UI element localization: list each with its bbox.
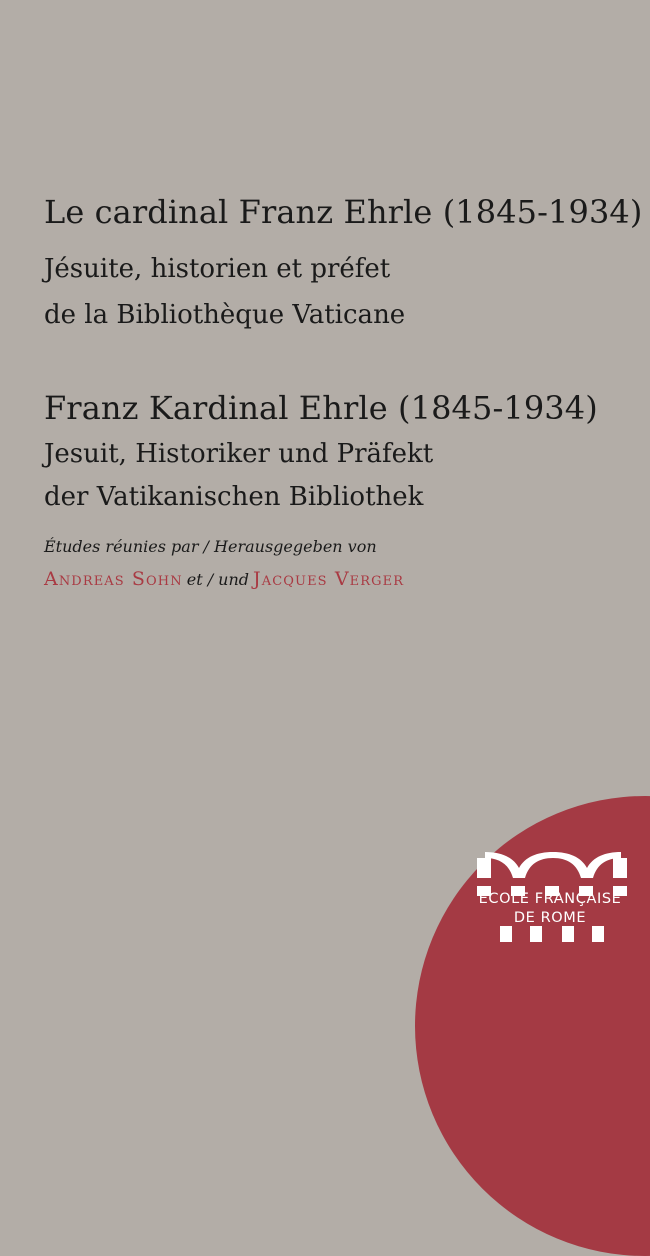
subtitle-german-line2: der Vatikanischen Bibliothek bbox=[44, 482, 424, 512]
subtitle-german-line1: Jesuit, Historiker und Präfekt bbox=[44, 439, 434, 469]
editor-connector: et / und bbox=[186, 570, 250, 589]
subtitle-french-line1: Jésuite, historien et préfet bbox=[44, 254, 391, 284]
title-french: Le cardinal Franz Ehrle (1845-1934) bbox=[44, 193, 643, 231]
editor-name: Jacques Verger bbox=[253, 568, 405, 590]
editors-line bbox=[44, 568, 404, 590]
publisher-name-line1: ÉCOLE FRANÇAISE bbox=[478, 891, 622, 907]
publisher-name-line2: DE ROME bbox=[513, 910, 587, 926]
title-german: Franz Kardinal Ehrle (1845-1934) bbox=[44, 389, 598, 427]
efr-pillars-icon bbox=[500, 926, 604, 942]
subtitle-french-line2: de la Bibliothèque Vaticane bbox=[44, 300, 406, 330]
efr-arches-icon bbox=[477, 848, 627, 896]
editor-name: Andreas Sohn bbox=[44, 568, 183, 590]
editors-intro: Études réunies par / Herausgegeben von bbox=[44, 537, 377, 556]
